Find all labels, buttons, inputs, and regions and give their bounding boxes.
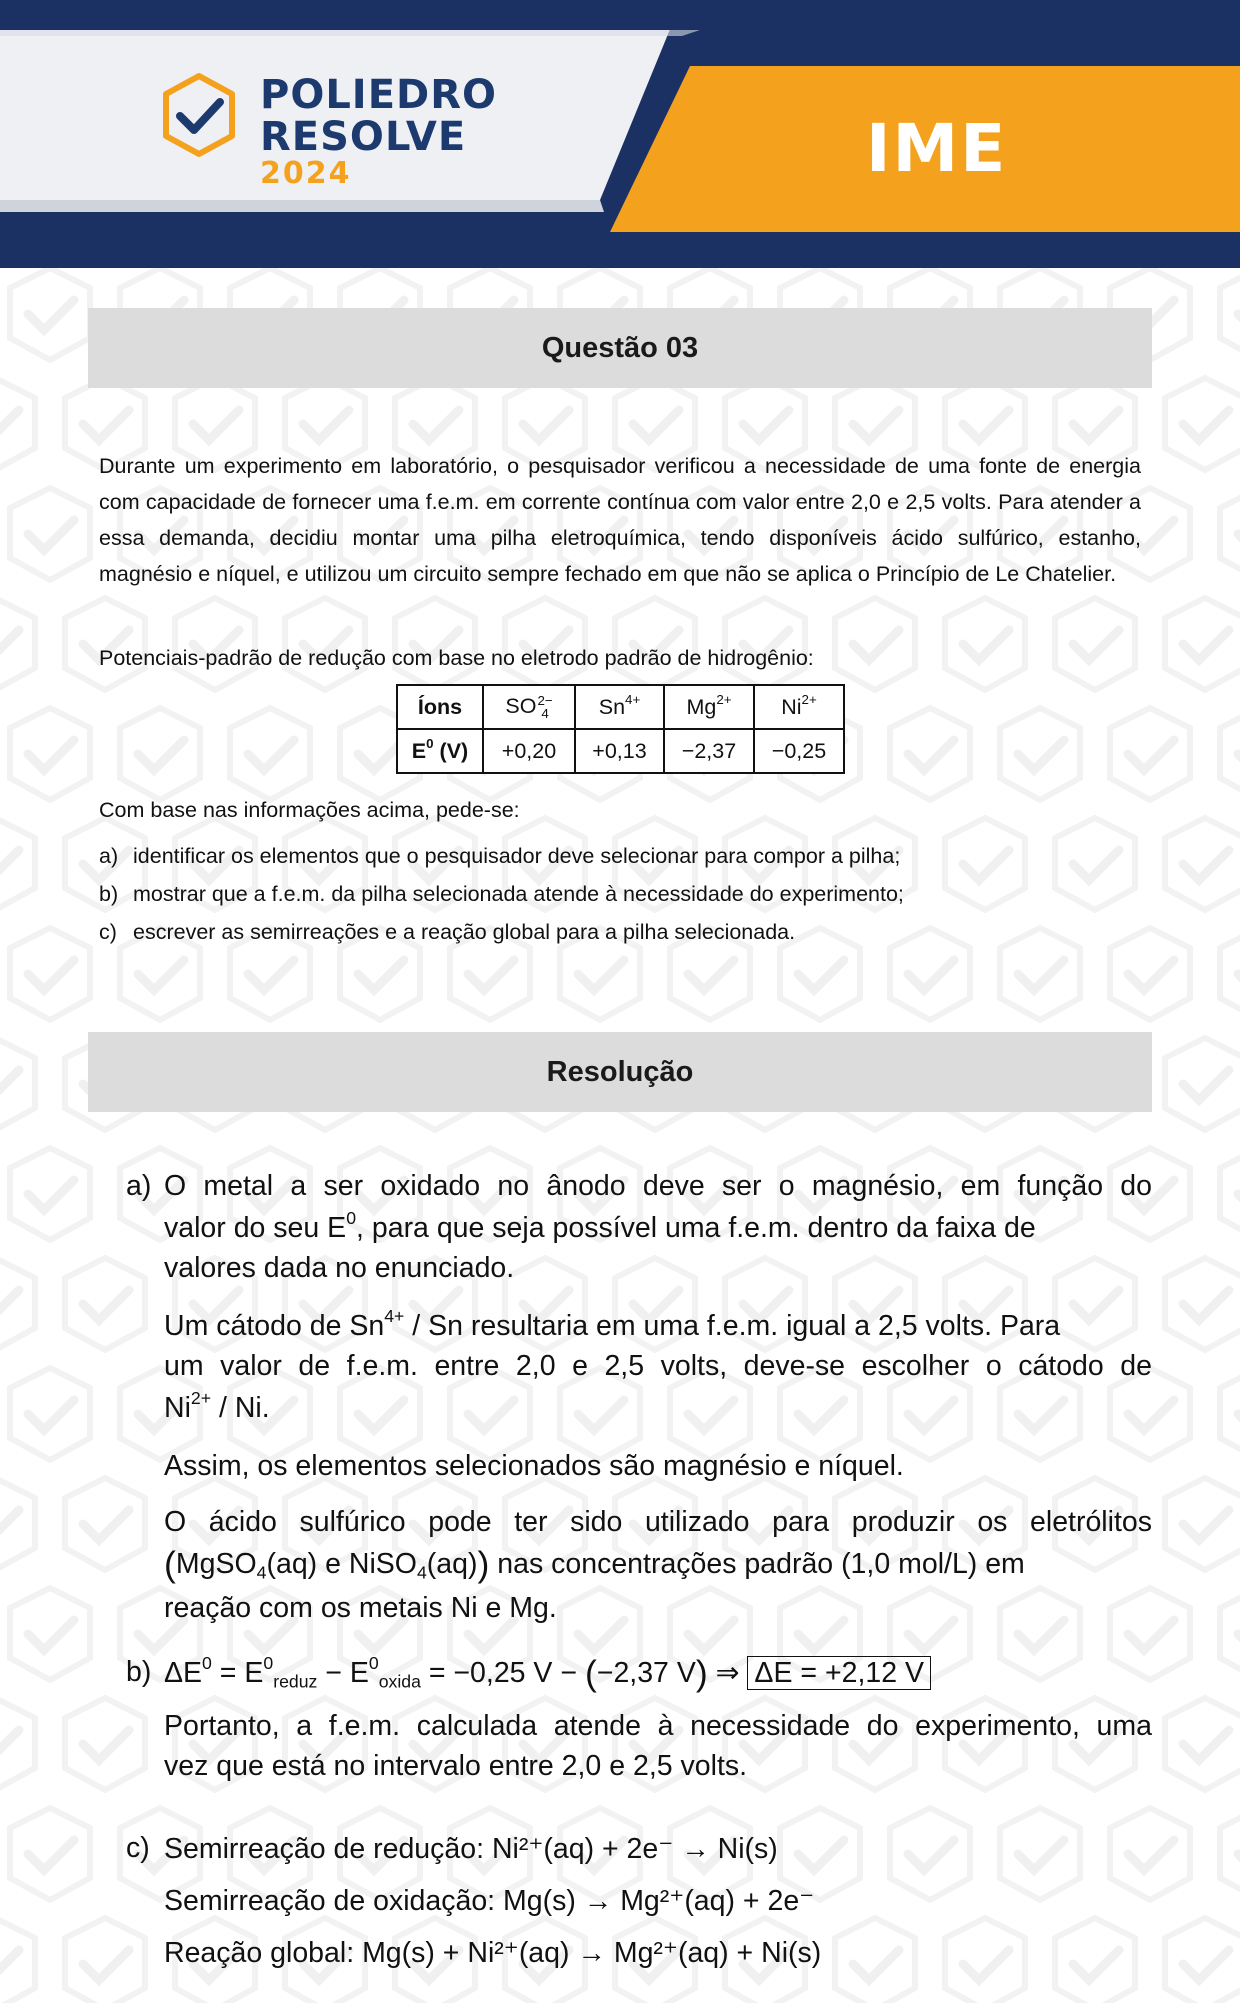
table-cell-ion: [575, 685, 664, 729]
table-cell-value: −2,37: [664, 729, 754, 773]
text-line: Portanto, a f.e.m. calculada atende à necessidade do experimento, uma: [164, 1710, 1152, 1742]
reaction-label: Semirreação de oxidação:: [164, 1885, 504, 1917]
table-cell-ion: [664, 685, 754, 729]
exam-name: IME: [866, 110, 1008, 187]
ion-charge: 2+: [801, 691, 817, 707]
part-a-line2: [164, 1207, 1036, 1245]
part-a-p4-line2: (MgSO$_4$(aq) e NiSO$_4$(aq)) nas concentrações padrão (1,0 mol/L) em: [164, 1543, 1025, 1584]
superscript: 0: [346, 1207, 357, 1228]
brand-year: 2024: [260, 156, 352, 191]
text-run: nas concentrações padrão (1,0 mol/L) em: [489, 1548, 1025, 1580]
ion-base: Sn: [598, 694, 626, 719]
part-a-p4-line1: [164, 1506, 1152, 1539]
table-cell-value: +0,20: [483, 729, 575, 773]
ion-charge: 4+: [625, 691, 641, 707]
list-item: [99, 920, 795, 945]
question-title: Questão 03: [88, 308, 1152, 388]
text-line: O metal a ser oxidado no ânodo deve ser o magnésio, em função do: [164, 1170, 1152, 1202]
state-aq: aq: [275, 1548, 308, 1580]
result-box: ΔE = +2,12 V: [747, 1656, 931, 1690]
superscript: 4+: [384, 1305, 405, 1326]
equals-e: = E: [211, 1657, 264, 1689]
table-header-potential: [397, 729, 483, 773]
global-reaction: [164, 1936, 821, 1970]
text-run: , para que seja possível uma f.e.m. dentro da faixa de: [356, 1212, 1036, 1244]
table-cell-ion: [754, 685, 844, 729]
ion-base: Ni: [781, 694, 802, 719]
item-text: identificar os elementos que o pesquisador deve selecionar para compor a pilha;: [133, 844, 901, 868]
item-text: mostrar que a f.e.m. da pilha selecionada atende à necessidade do experimento;: [133, 882, 904, 906]
reaction-equation: Mg(s) + Ni²⁺(aq) → Mg²⁺(aq) + Ni(s): [362, 1937, 822, 1969]
text-run: / Ni.: [211, 1392, 270, 1424]
subscript: 4: [416, 1562, 427, 1583]
text-run: Ni: [164, 1392, 191, 1424]
question-paragraph: [99, 448, 1141, 592]
potentials-table: [396, 684, 845, 774]
formula-niso: NiSO: [348, 1548, 417, 1580]
superscript: 2+: [190, 1387, 212, 1408]
reaction-equation: Ni²⁺(aq) + 2e⁻ → Ni(s): [491, 1833, 778, 1865]
part-a-p2-line1: [164, 1305, 1061, 1343]
reaction-equation: Mg(s) → Mg²⁺(aq) + 2e⁻: [503, 1885, 815, 1917]
table-row-ions: [397, 685, 844, 729]
e-unit: (V): [439, 738, 469, 763]
part-b-label: b): [126, 1656, 152, 1688]
state-aq: aq: [436, 1548, 468, 1580]
part-c-label: c): [126, 1832, 150, 1864]
item-text: escrever as semirreações e a reação global para a pilha selecionada.: [133, 920, 796, 944]
calc-value: −2,37 V: [596, 1657, 696, 1689]
brand-line2: RESOLVE: [260, 114, 467, 160]
superscript: 0: [202, 1652, 212, 1673]
table-header-ions: Íons: [397, 685, 483, 729]
minus-e: − E: [317, 1657, 369, 1689]
table-row-potentials: [397, 729, 844, 773]
question-statement: Durante um experimento em laboratório, o pesquisador verificou a necessidade de uma fonte de energia com capacidade de fornecer uma f.e.m. em corrente contínua com valor entre 2,0 e 2,5 volts. Para atender a essa demanda, decidiu montar uma pilha eletroquímica, tendo disponíveis ácido sulfúrico, estanho, magnésio e níquel, e utilizou um circuito sempre fechado em que não se aplica o Princípio de Le Chatelier.: [99, 454, 1141, 586]
part-a-line3: valores dada no enunciado.: [164, 1252, 515, 1284]
part-b-line3: vez que está no intervalo entre 2,0 e 2,5 volts.: [164, 1750, 748, 1782]
delta-e: ΔE: [164, 1657, 203, 1689]
part-b-equation: $\Delta E^0 = E^0_{reduz} - E^0_{oxida} = -0,25$ V − (−2,37 V) ⇒ ΔE = +2,12 V: [164, 1656, 931, 1690]
table-cell-value: −0,25: [754, 729, 844, 773]
part-a-p3: Assim, os elementos selecionados são magnésio e níquel.: [164, 1450, 904, 1482]
list-item: [99, 882, 904, 907]
ion-base: Mg: [686, 694, 717, 719]
part-a-line1: [164, 1170, 1152, 1203]
table-intro: Potenciais-padrão de redução com base no eletrodo padrão de hidrogênio:: [99, 646, 814, 670]
table-cell-value: +0,13: [575, 729, 664, 773]
part-a-p4-line3: reação com os metais Ni e Mg.: [164, 1592, 557, 1624]
calc: = −0,25 V −: [420, 1657, 585, 1689]
reaction-label: Reação global:: [164, 1937, 363, 1969]
subscript-reduz: reduz: [273, 1671, 318, 1692]
part-b-line2: [164, 1710, 1152, 1743]
text-line: um valor de f.e.m. entre 2,0 e 2,5 volts, deve-se escolher o cátodo de: [164, 1350, 1152, 1382]
brand-line1: POLIEDRO: [260, 72, 498, 118]
item-label: b): [99, 882, 119, 906]
table-cell-ion: [483, 685, 575, 729]
superscript: 0: [368, 1652, 379, 1673]
part-a-label: a): [126, 1170, 152, 1202]
e-superscript: 0: [426, 735, 434, 751]
subscript-oxida: oxida: [378, 1671, 421, 1692]
ion-base: SO: [505, 693, 537, 718]
formula-mgso: MgSO: [175, 1548, 257, 1580]
superscript: 0: [263, 1652, 274, 1673]
ion-subscript: 4: [541, 706, 549, 721]
conjunction: e: [317, 1548, 349, 1580]
implies-arrow: ⇒: [707, 1657, 748, 1689]
e-symbol: E: [411, 738, 427, 763]
reduction-half-reaction: [164, 1832, 778, 1866]
text-run: / Sn resultaria em uma f.e.m. igual a 2,5 volts. Para: [404, 1310, 1061, 1342]
reaction-label: Semirreação de redução:: [164, 1833, 492, 1865]
text-run: Um cátodo de Sn: [164, 1310, 385, 1342]
oxidation-half-reaction: [164, 1884, 814, 1918]
part-a-p2-line3: [164, 1387, 270, 1425]
ion-charge: 2+: [716, 691, 732, 707]
subscript: 4: [256, 1562, 267, 1583]
item-label: a): [99, 844, 119, 868]
list-item: [99, 844, 900, 869]
part-a-p2-line2: [164, 1350, 1152, 1383]
ask-intro: Com base nas informações acima, pede-se:: [99, 798, 520, 822]
resolution-title: Resolução: [88, 1032, 1152, 1112]
text-line: O ácido sulfúrico pode ter sido utilizado para produzir os eletrólitos: [164, 1506, 1152, 1538]
item-label: c): [99, 920, 117, 944]
ion-charge: 2−: [537, 692, 553, 708]
text-run: valor do seu E: [164, 1212, 347, 1244]
